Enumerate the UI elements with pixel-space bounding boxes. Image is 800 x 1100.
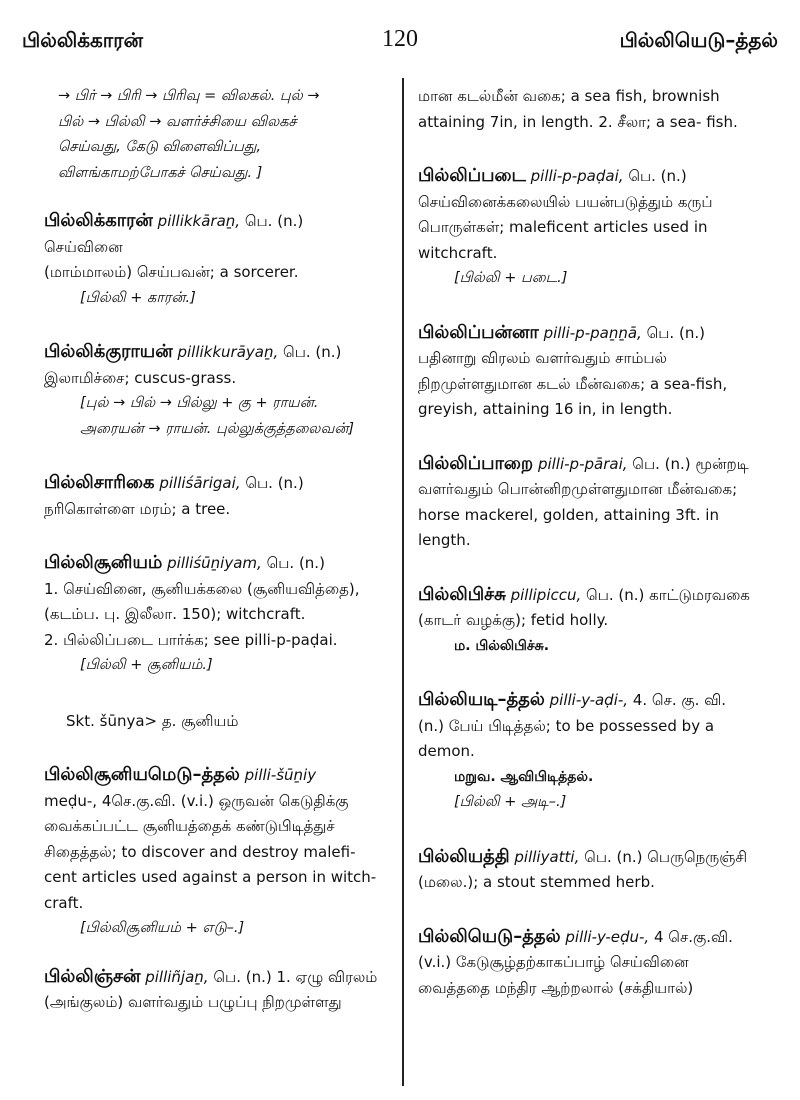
- definition-text: பெ. (n.) காட்டுமரவகை: [586, 585, 750, 604]
- dictionary-entry: [418, 163, 762, 292]
- definition-line: பொருள்கள்; maleficent articles used in: [418, 218, 708, 236]
- entry-first-line: [44, 339, 386, 366]
- transliteration: pillikkurāyaṉ,: [177, 343, 279, 361]
- entry-first-line: [44, 964, 386, 991]
- etymology: [பில்லி + சூனியம்.]: [80, 657, 213, 673]
- definition-line: (அங்குலம்) வளர்வதும் பழுப்பு நிறமுள்ளது: [44, 993, 342, 1011]
- headword: பில்லிக்காரன்: [44, 210, 153, 231]
- page-number: 120: [382, 26, 418, 52]
- headword: பில்லியெடு–த்தல்: [418, 925, 561, 947]
- transliteration: pillikkāraṉ,: [157, 212, 241, 230]
- definition-line: horse mackerel, golden, attaining 3ft. in: [418, 505, 719, 524]
- definition-text: 4. செ. கு. வி.: [632, 691, 727, 709]
- definition-text: பெ. (n.): [283, 343, 342, 361]
- transliteration: pilli-p-paṉṉā,: [543, 323, 642, 342]
- definition-text: 4 செ.கு.வி.: [653, 927, 733, 946]
- transliteration: pilli-p-pārai,: [537, 454, 628, 473]
- transliteration: pilli-y-aḍi-,: [549, 691, 629, 709]
- dictionary-entry: [418, 320, 762, 423]
- definition-line: 2. பில்லிப்படை பார்க்க; see pilli-p-paḍai.: [44, 630, 338, 649]
- dictionary-entry: [418, 924, 762, 1002]
- column-divider: [402, 78, 404, 1086]
- definition-line: (v.i.) கேடுசூழ்தற்காகப்பாழ் செய்வினை: [418, 953, 689, 971]
- headword: பில்லிக்குராயன்: [44, 341, 173, 362]
- dictionary-entry: [418, 582, 762, 660]
- entry-first-line: [418, 844, 762, 871]
- header-right-guide-word: பில்லியெடு–த்தல்: [619, 28, 778, 52]
- headword: பில்லிசாரிகை: [44, 472, 155, 493]
- definition-text: பெ. (n.) செய்வினை: [44, 212, 304, 256]
- definition-line: வைக்கப்பட்ட சூனியத்தைக் கண்டுபிடித்துச்: [44, 817, 335, 835]
- continued-etymology: [44, 84, 386, 186]
- etymology: [பில்லி + படை.]: [454, 270, 568, 286]
- definition-line: (மலை.); a stout stemmed herb.: [418, 873, 655, 891]
- definition-line: வைத்ததை மந்திர ஆற்றலால் (சக்தியால்): [418, 978, 694, 997]
- definition-line: witchcraft.: [418, 243, 498, 262]
- header-left-guide-word: பில்லிக்காரன்: [22, 28, 143, 52]
- headword: பில்லிப்படை: [418, 165, 526, 186]
- etymology: [பில்லி + அடி–.]: [454, 794, 567, 810]
- entry-first-line: [418, 320, 762, 347]
- right-column: [418, 84, 762, 1001]
- entry-first-line: [44, 550, 386, 577]
- definition-line: (காடர் வழக்கு); fetid holly.: [418, 611, 609, 629]
- etymology: [புல் → பில் → பில்லு + கு + ராயன்.: [80, 395, 319, 411]
- headword: பில்லிசூனியம்: [44, 552, 163, 573]
- definition-line: meḍu-, 4செ.கு.வி. (v.i.) ஒருவன் கெடுதிக்கு: [44, 791, 349, 810]
- definition-line: நிறமுள்ளதுமான கடல் மீன்வகை; a sea-fish,: [418, 374, 728, 393]
- entry-first-line: [44, 762, 386, 789]
- etymology-line: → பிர் → பிரி → பிரிவு = விலகல். புல் →: [58, 88, 320, 104]
- definition-text: பெ. (n.) மூன்றடி: [632, 454, 749, 473]
- left-column: [44, 84, 386, 1016]
- definition-line: (மாம்மாலம்) செய்பவன்; a sorcerer.: [44, 263, 299, 281]
- definition-text: பெ. (n.): [628, 167, 687, 185]
- entry-first-line: [418, 163, 762, 190]
- cognate-note: Skt. šūnya> த. சூனியம்: [66, 711, 239, 730]
- definition-line: (n.) பேய் பிடித்தல்; to be possessed by a: [418, 716, 715, 735]
- headword: பில்லிசூனியமெடு–த்தல்: [44, 764, 240, 785]
- entry-first-line: [418, 582, 762, 609]
- definition-line: சிதைத்தல்; to discover and destroy malefi-: [44, 842, 356, 861]
- entry-first-line: [44, 470, 386, 497]
- entry-first-line: [44, 208, 386, 260]
- headword: பில்லிப்பன்னா: [418, 321, 539, 343]
- entry-first-line: [418, 924, 762, 951]
- transliteration: pillipiccu,: [510, 585, 582, 604]
- headword: பில்லிப்பாறை: [418, 452, 534, 474]
- definition-line: craft.: [44, 893, 84, 912]
- definition-line: attaining 7in, in length. 2. சீலா; a sea- fish.: [418, 112, 738, 131]
- definition-text: பெ. (n.) 1. ஏழு விரலம்: [213, 967, 378, 986]
- etymology-line: விளங்காமற்போகச் செய்வது. ]: [58, 164, 263, 181]
- definition-text: பெ. (n.) பெருநெருஞ்சி: [584, 847, 748, 866]
- definition-line: நரிகொள்ளை மரம்; a tree.: [44, 499, 231, 518]
- definition-line: greyish, attaining 16 in, in length.: [418, 400, 673, 418]
- continued-definition: [418, 84, 762, 135]
- etymology-line: செய்வது, கேடு விளைவிப்பது,: [58, 139, 262, 155]
- entry-first-line: [418, 451, 762, 478]
- headword: பில்லிஞ்சன்: [44, 965, 141, 987]
- definition-line: வளர்வதும் பொன்னிறமுள்ளதுமான மீன்வகை;: [418, 480, 738, 498]
- definition-line: length.: [418, 531, 471, 549]
- cognate-note: ம. பில்லிபிச்சு.: [454, 637, 550, 654]
- transliteration: pilliñjaṉ,: [145, 967, 209, 986]
- etymology: [பில்லி + காரன்.]: [80, 289, 196, 306]
- definition-line: மான கடல்மீன் வகை; a sea fish, brownish: [418, 87, 720, 105]
- headword: பில்லியத்தி: [418, 845, 510, 867]
- definition-text: பெ. (n.): [266, 554, 325, 572]
- dictionary-entry: [44, 550, 386, 734]
- definition-line: இலாமிச்சை; cuscus-grass.: [44, 368, 237, 387]
- entry-first-line: [418, 687, 762, 714]
- dictionary-entry: [44, 762, 386, 942]
- transliteration: pilli-p-paḍai,: [530, 167, 624, 185]
- dictionary-entry: [44, 339, 386, 442]
- synonym-note: மறுவ. ஆவிபிடித்தல்.: [454, 768, 594, 785]
- definition-line: பதினாறு விரலம் வளர்வதும் சாம்பல்: [418, 349, 668, 367]
- dictionary-entry: [418, 844, 762, 896]
- etymology: அரையன் → ராயன். புல்லுக்குத்தலைவன்]: [80, 420, 355, 437]
- definition-text: பெ. (n.): [646, 323, 705, 342]
- etymology: [பில்லிசூனியம் + எடு–.]: [80, 920, 245, 936]
- transliteration: pilli-šūṉiy: [244, 766, 317, 784]
- definition-line: cent articles used against a person in witch-: [44, 868, 377, 886]
- transliteration: pilliśārigai,: [159, 474, 241, 492]
- page-header: [22, 28, 778, 68]
- definition-line: 1. செய்வினை, சூனியக்கலை (சூனியவித்தை),: [44, 579, 360, 598]
- headword: பில்லிபிச்சு: [418, 583, 506, 605]
- etymology-line: பில் → பில்லி → வளர்ச்சியை விலகச்: [58, 113, 297, 130]
- transliteration: pilliyatti,: [514, 847, 580, 866]
- dictionary-entry: [44, 208, 386, 311]
- definition-line: செய்வினைக்கலையில் பயன்படுத்தும் கருப்: [418, 192, 713, 211]
- definition-line: demon.: [418, 742, 475, 760]
- dictionary-entry: [418, 687, 762, 816]
- definition-text: பெ. (n.): [245, 474, 304, 492]
- transliteration: pilliśūṉiyam,: [167, 554, 262, 572]
- dictionary-entry: [418, 451, 762, 554]
- definition-line: (கடம்ப. பு. இலீலா. 150); witchcraft.: [44, 605, 306, 623]
- dictionary-entry: [44, 470, 386, 522]
- transliteration: pilli-y-eḍu-,: [565, 927, 650, 946]
- dictionary-entry: [44, 964, 386, 1016]
- headword: பில்லியடி–த்தல்: [418, 689, 545, 710]
